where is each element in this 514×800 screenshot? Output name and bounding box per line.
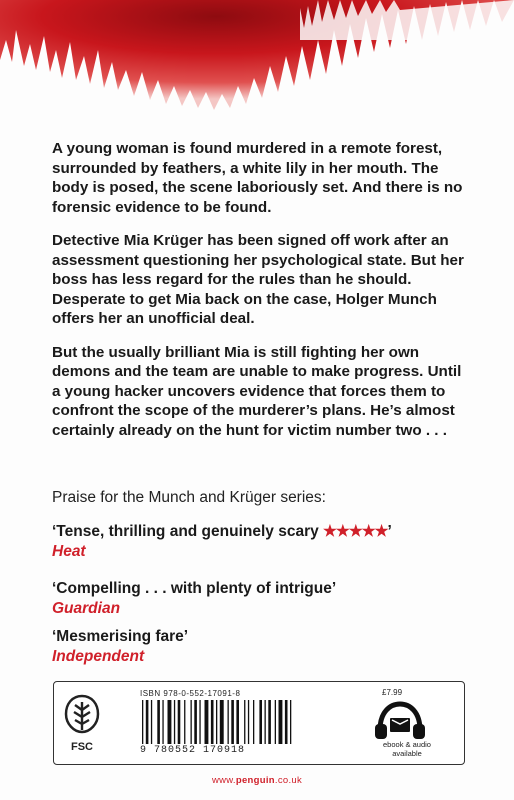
barcode-bar xyxy=(220,700,224,744)
barcode-bar xyxy=(265,700,266,744)
quote-source: Heat xyxy=(52,543,86,560)
barcode-bar xyxy=(174,700,175,744)
synopsis xyxy=(52,139,472,454)
fsc-label: FSC xyxy=(71,741,93,753)
barcode-bar xyxy=(279,700,283,744)
barcode-bar xyxy=(211,700,214,744)
quote-text: ‘Tense, thrilling and genuinely scary xyxy=(52,523,324,540)
barcode-bar xyxy=(157,700,160,744)
barcode-bar xyxy=(253,700,254,744)
ebook-audio-label: ebook & audio available xyxy=(383,740,431,758)
barcode-number: 9 780552 170918 xyxy=(140,745,246,756)
barcode-bar xyxy=(216,700,217,744)
barcode-panel xyxy=(53,681,465,765)
review-quote-3 xyxy=(52,627,188,667)
star-rating: ★★★★★ xyxy=(323,523,388,540)
barcode-bar xyxy=(146,700,149,744)
synopsis-paragraph-1: A young woman is found murdered in a remote forest, surrounded by feathers, a white lily in her mouth. The body is posed, the scene laboriously set. And there is no forensic evidence to be found. xyxy=(52,140,463,216)
headphones-icon xyxy=(372,700,428,740)
barcode-bar xyxy=(285,700,288,744)
url-prefix: www. xyxy=(211,775,236,786)
barcode-bar xyxy=(231,700,234,744)
barcode-bar xyxy=(259,700,262,744)
barcode-bar xyxy=(268,700,271,744)
barcode-bar xyxy=(191,700,192,744)
barcode-bar xyxy=(205,700,209,744)
barcode-bar xyxy=(236,700,239,744)
barcode-bar xyxy=(194,700,197,744)
url-brand: penguin xyxy=(235,775,275,786)
quote-text: ‘Compelling . . . with plenty of intrigue’ xyxy=(52,580,337,597)
red-forest-illustration xyxy=(0,0,514,130)
barcode-bar xyxy=(244,700,245,744)
barcode-bar xyxy=(168,700,172,744)
barcode-bar xyxy=(178,700,181,744)
barcode-bar xyxy=(184,700,185,744)
quote-close: ’ xyxy=(387,523,392,540)
publisher-url[interactable] xyxy=(0,775,514,786)
quote-source: Independent xyxy=(52,648,145,665)
barcode-bar xyxy=(228,700,229,744)
url-suffix: .co.uk xyxy=(274,775,303,786)
fsc-logo-icon xyxy=(62,692,102,756)
synopsis-paragraph-2: Detective Mia Krüger has been signed off work after an assessment questioning her psychological state. But her boss has less regard for the rules than he should. Desperate to get Mia back on the case, Holger Munch offers her an unofficial deal. xyxy=(52,232,464,327)
quote-text: ‘Mesmerising fare’ xyxy=(52,628,189,645)
barcode-bar xyxy=(275,700,276,744)
barcode-bar xyxy=(142,700,143,744)
barcode-bar xyxy=(151,700,152,744)
praise-intro: Praise for the Munch and Krüger series: xyxy=(52,489,326,506)
barcode-bar xyxy=(290,700,291,744)
quote-source: Guardian xyxy=(52,600,121,617)
barcode-bar xyxy=(248,700,249,744)
price: £7.99 xyxy=(382,688,403,697)
barcode-bar xyxy=(162,700,163,744)
synopsis-paragraph-3: But the usually brilliant Mia is still fighting her own demons and the team are unable to make progress. Until a young hacker uncovers evidence that forces them to confront the scope of the murderer’s plans. He’s almost certainly already on the hunt for victim number two . . . xyxy=(52,343,462,439)
review-quote-1 xyxy=(52,522,392,562)
review-quote-2 xyxy=(52,579,336,619)
barcode-bar xyxy=(199,700,200,744)
barcode-bars xyxy=(140,700,340,744)
isbn-label: ISBN 978-0-552-17091-8 xyxy=(140,689,241,698)
